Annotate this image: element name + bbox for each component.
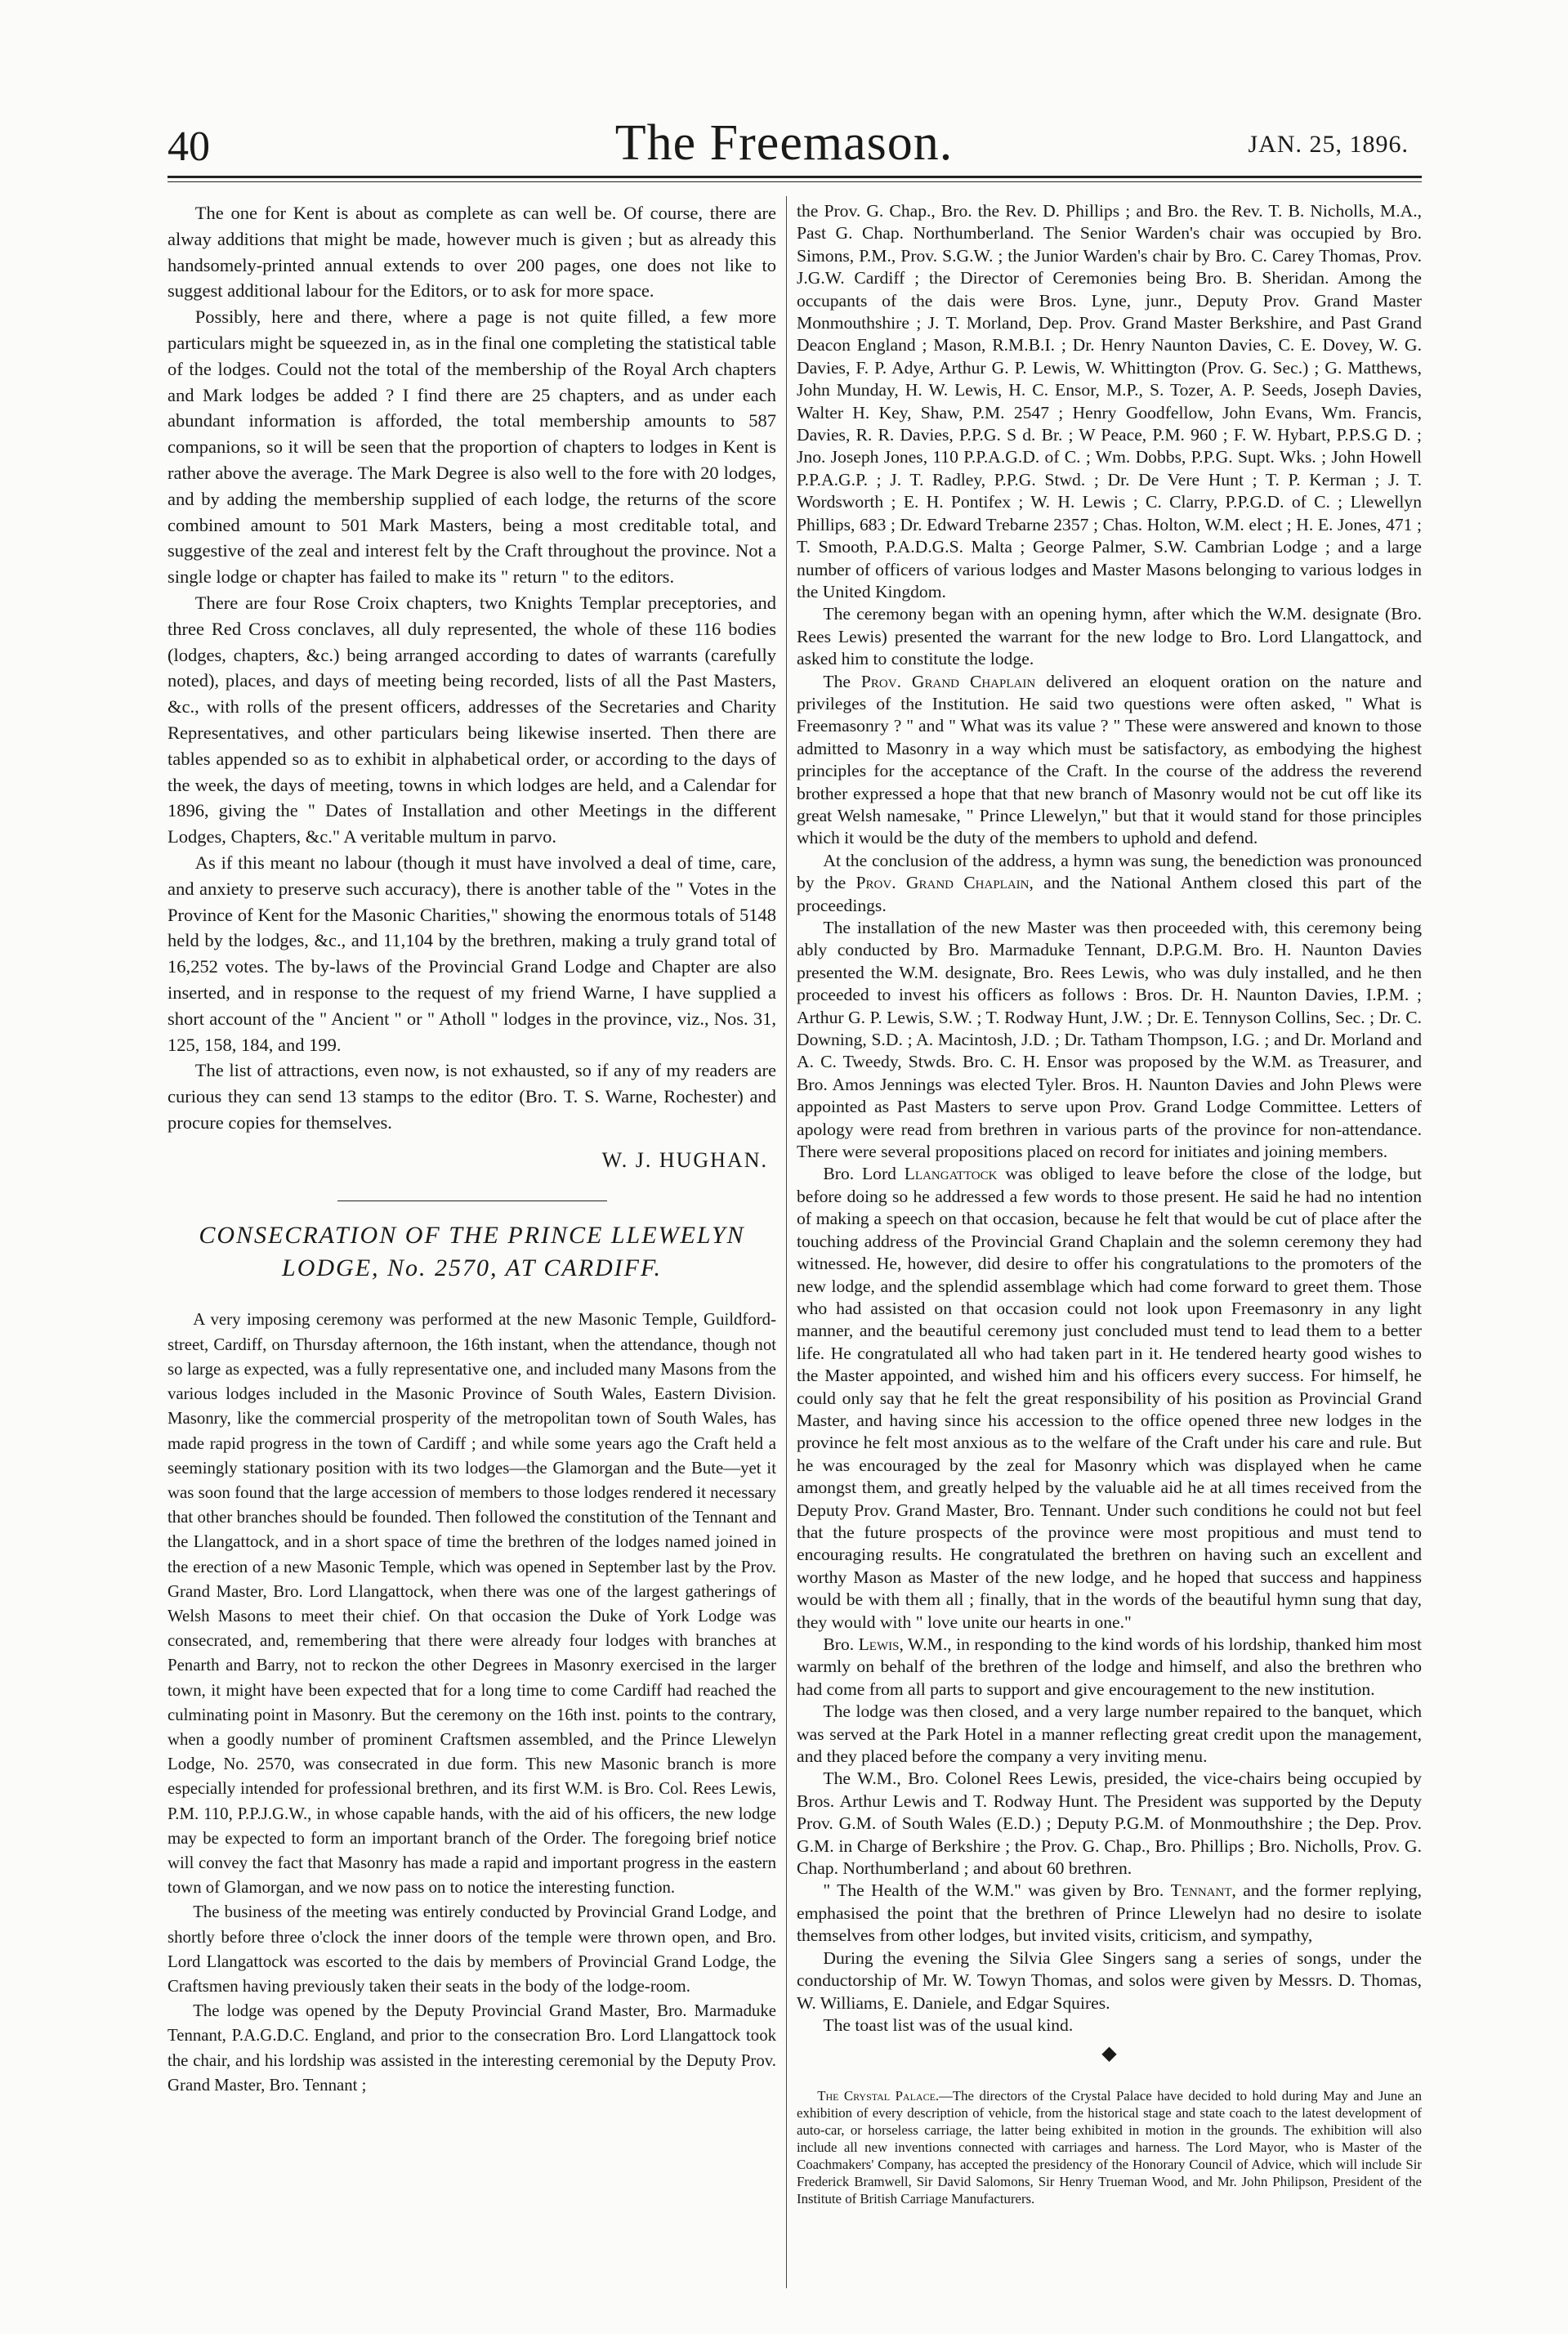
- notice-title: The Crystal Palace.: [817, 2087, 940, 2104]
- response-text: , W.M., in responding to the kind words of his lordship, thanked him most warmly on behalf of the brethren of the lodge and himself, and also the brethren who had come from all parts to support and give encouragement to the new institution.: [797, 1634, 1422, 1699]
- issue-date: JAN. 25, 1896.: [1248, 131, 1409, 158]
- llangattock-address-paragraph: [797, 1163, 1422, 1634]
- consecration-paragraph-2: The business of the meeting was entirely conducted by Provincial Grand Lodge, and shortly before three o'clock the inner doors of the temple were thrown open, and Bro. Lord Llangattock was escorted to the dais by members of Provincial Grand Lodge, the Craftsmen having previously taken their seats in the body of the lodge-room.: [168, 1903, 776, 1996]
- column-divider: [786, 196, 787, 2288]
- header-rule: [168, 176, 1422, 178]
- oration-text: delivered an eloquent oration on the nature and privileges of the Institution. He said two questions were often asked, " What is Freemasonry ? " and " What was its value ? " These were answered and known to those admitted to Masonry in a way which must be satisfactory, as embodying the highest principles for the acceptance of the Craft. In the course of the address the reverend brother expressed a hope that that new branch of Masonry would not be cut off like its great Welsh namesake, " Prince Llewelyn," but that it would stand for those principles which it would be the duty of the members to uphold and defend.: [797, 671, 1422, 848]
- author-signature: W. J. HUGHAN.: [601, 1147, 768, 1172]
- oration-chaplain: Prov. Grand Chaplain: [860, 671, 1036, 691]
- toast-list-paragraph: The toast list was of the usual kind.: [823, 2014, 1074, 2035]
- benediction-text: , and the National Anthem closed this part of the proceedings.: [797, 873, 1422, 915]
- toast-text: , and the former replying, emphasised the point that the brethren of Prince Llewelyn had no desire to isolate themselves from other lodges, but invited visits, criticism, and sympathy,: [797, 1880, 1422, 1946]
- benediction-lead: At the conclusion of the address, a hymn was sung, the benediction was pronounced by the: [797, 850, 1422, 893]
- notice-body: —The directors of the Crystal Palace have decided to hold during May and June an exhibition of every description of vehicle, from the historical stage and state coach to the latest development of auto-car, or horseless carriage, the latter being exhibited in motion in the grounds. The exhibition will also include all new inventions connected with carriages and harness. The Lord Mayor, who is Master of the Coachmakers' Company, has accepted the presidency of the Honorary Council of Advice, which will include Sir Frederick Bramwell, Sir David Salomons, Sir Henry Trueman Wood, and Mr. John Philipson, President of the Institute of British Carriage Manufacturers.: [797, 2087, 1422, 2207]
- kent-calendar-paragraph-5: The list of attractions, even now, is not exhausted, so if any of my readers are curious they can send 13 stamps to the editor (Bro. T. S. Warne, Rochester) and procure copies for themselves.: [168, 1060, 776, 1133]
- consecration-paragraph-3: The lodge was opened by the Deputy Provincial Grand Master, Bro. Marmaduke Tennant, P.A.G.D.C. England, and prior to the consecration Bro. Lord Llangattock took the chair, and his lordship was assisted in the interesting ceremonial by the Deputy Prov. Grand Master, Bro. Tennant ;: [168, 2001, 776, 2095]
- oration-paragraph: [797, 671, 1422, 850]
- installation-paragraph: The installation of the new Master was then proceeded with, this ceremony being ably conducted by Bro. Marmaduke Tennant, D.P.G.M. Bro. H. Naunton Davies presented the W.M. designate, Bro. Rees Lewis, who was duly installed, and he then proceeded to invest his officers as follows : Bros. Dr. H. Naunton Davies, I.P.M. ; Arthur G. P. Lewis, S.W. ; T. Rodway Hunt, J.W. ; Dr. E. Tennyson Collins, Sec. ; Dr. C. Downing, S.D. ; A. Macintosh, J.D. ; Dr. Tatham Thompson, I.G. ; and Dr. Morland and A. C. Tweedy, Stwds. Bro. C. H. Ensor was proposed by the W.M. as Treasurer, and Bro. Amos Jennings was elected Tyler. Bros. H. Naunton Davies and John Plews were appointed as Past Masters to serve upon Prov. Grand Lodge Committee. Letters of apology were read from brethren in various parts of the province for non-attendance. There were several propositions placed on record for initiates and joining members.: [797, 918, 1422, 1162]
- benediction-paragraph: [797, 850, 1422, 917]
- address-name: Llangattock: [904, 1164, 998, 1184]
- ceremony-paragraph: The ceremony began with an opening hymn, after which the W.M. designate (Bro. Rees Lewis) presented the warrant for the new lodge to Bro. Lord Llangattock, and asked him to constitute the lodge.: [797, 604, 1422, 669]
- health-toast-paragraph: [797, 1880, 1422, 1947]
- right-column: [797, 200, 1422, 2207]
- header-rule-thin: [168, 181, 1422, 182]
- page-header: [0, 0, 1568, 188]
- crystal-palace-notice: [797, 2087, 1422, 2207]
- consecration-body: [168, 1308, 776, 2098]
- left-column: [168, 200, 776, 2098]
- address-lead: Bro. Lord: [823, 1164, 905, 1184]
- kent-calendar-paragraph-2: Possibly, here and there, where a page is not quite filled, a few more particulars might be squeezed in, as in the final one completing the statistical table of the lodges. Could not the total of the membership of the Royal Arch chapters and Mark lodges be added ? I find there are 25 chapters, and as under each abundant information is afforded, the total membership amounts to 587 companions, so it will be seen that the proportion of chapters to lodges in Kent is rather above the average. The Mark Degree is also well to the fore with 20 lodges, and by adding the membership supplied of each lodge, the returns of the score combined amount to 501 Mark Masters, being a most creditable total, and suggestive of the zeal and interest felt by the Craft throughout the province. Not a single lodge or chapter has failed to make its " return " to the editors.: [168, 306, 776, 588]
- response-lead: Bro.: [823, 1634, 859, 1654]
- kent-calendar-paragraph-3: There are four Rose Croix chapters, two Knights Templar preceptories, and three Red Cross conclaves, all duly represented, the whole of these 116 bodies (lodges, chapters, &c.) being arranged according to dates of warrants (carefully noted), places, and days of meeting being recorded, lists of all the Past Masters, &c., with rolls of the present officers, addresses of the Secretaries and Charity Representatives, and other particulars being likewise inserted. Then there are tables appended so as to exhibit in alphabetical order, or according to the days of the week, the days of meeting, towns in which lodges are held, and a Calendar for 1896, giving the " Dates of Installation and other Meetings in the different Lodges, Chapters, &c." A veritable multum in parvo.: [168, 592, 776, 847]
- consecration-paragraph-1: A very imposing ceremony was performed at the new Masonic Temple, Guildford-street, Cardiff, on Thursday afternoon, the 16th instant, when the attendance, though not so large as expected, was a fully representative one, and included many Masons from the various lodges included in the Masonic Province of South Wales, Eastern Division. Masonry, like the commercial prosperity of the metropolitan town of South Wales, has made rapid progress in the town of Cardiff ; and while some years ago the Craft held a seemingly stationary position with its two lodges—the Glamorgan and the Bute—yet it was soon found that the large accession of members to those lodges rendered it necessary that other branches should be founded. Then followed the constitution of the Tennant and the Llangattock, and in a short space of time the brethren of the lodges named joined in the erection of a new Masonic Temple, which was opened in September last by the Prov. Grand Master, Bro. Lord Llangattock, when there was one of the largest gatherings of Welsh Masons to meet their chief. On that occasion the Duke of York Lodge was consecrated, and, remembering that there were already four lodges with branches at Penarth and Barry, not to reckon the other Degrees in Masonry exercised in the larger town, it might have been expected that for a long time to come Cardiff had reached the culminating point in Masonry. But the ceremony on the 16th inst. points to the contrary, when a goodly number of prominent Craftsmen assembled, and the Prince Llewelyn Lodge, No. 2570, was consecrated in due form. This new Masonic branch is more especially intended for professional brethren, and its first W.M. is Bro. Col. Rees Lewis, P.M. 110, P.P.J.G.W., in whose capable hands, with the aid of his officers, the new lodge may be expected to form an important branch of the Order. The foregoing brief notice will convey the fact that Masonry has made a rapid and important progress in the eastern town of Glamorgan, and we now pass on to notice the interesting function.: [168, 1310, 776, 1898]
- article-headline: [168, 1219, 776, 1285]
- headline-line-1: CONSECRATION OF THE PRINCE LLEWELYN: [199, 1222, 745, 1250]
- lewis-response-paragraph: [797, 1634, 1422, 1701]
- benediction-chaplain: Prov. Grand Chaplain: [855, 873, 1030, 893]
- address-text: was obliged to leave before the close of the lodge, but before doing so he addressed a few words to those present. He said he had no intention of making a speech on that occasion, because he felt that would be cut of place after the touching address of the Provincial Grand Chaplain and the solemn ceremony they had witnessed. He, however, did desire to offer his congratulations to the promoters of the new lodge, and the splendid assemblage which had come forward to greet them. Those who had assisted on that occasion could not look upon Freemasonry in any light manner, and the beautiful ceremony just concluded must tend to lead them to a better life. He congratulated all who had taken part in it. He tendered hearty good wishes to the Master appointed, and wished him and his officers every success. For himself, he could only say that he felt the great responsibility of his position as Provincial Grand Master, and having since his accession to the office opened three new lodges in the province he felt most anxious as to the welfare of the Craft under his care and rule. But he was encouraged by the zeal for Masonry which was displayed when he came amongst them, and greatly helped by the valuable aid he at all times received from the Deputy Prov. Grand Master, Bro. Tennant. Under such conditions he could not but feel that the future prospects of the province were most propitious and must tend to encouraging results. He congratulated the brethren on having such an excellent and worthy Mason as Master of the new lodge, and he hoped that success and happiness would be with them all ; finally, that in the words of the beautiful hymn sung that day, they would with " love unite our hearts in one.": [797, 1164, 1422, 1632]
- notice-paragraph: [797, 2087, 1422, 2207]
- diamond-ornament-icon: ◆: [1101, 2043, 1117, 2065]
- vice-chairs-paragraph: The W.M., Bro. Colonel Rees Lewis, presided, the vice-chairs being occupied by Bros. Arthur Lewis and T. Rodway Hunt. The President was supported by the Deputy Prov. G.M. of South Wales (E.D.) ; Deputy P.G.M. of Monmouthshire ; the Dep. Prov. G.M. in Charge of Berkshire ; the Prov. G. Chap., Bro. Phillips ; Bro. Nicholls, Prov. G. Chap. Northumberland ; and about 60 brethren.: [797, 1768, 1422, 1879]
- toast-name: Tennant: [1170, 1880, 1232, 1901]
- toast-lead: " The Health of the W.M." was given by Bro.: [823, 1880, 1171, 1901]
- dais-paragraph: the Prov. G. Chap., Bro. the Rev. D. Phillips ; and Bro. the Rev. T. B. Nicholls, M.A., Past G. Chap. Northumberland. The Senior Warden's chair was occupied by Bro. Simons, P.M., Prov. S.G.W. ; the Junior Warden's chair by Bro. C. Carey Thomas, Prov. J.G.W. Cardiff ; the Director of Ceremonies being Bro. B. Sheridan. Among the occupants of the dais were Bros. Lyne, junr., Deputy Prov. Grand Master Monmouthshire ; J. T. Morland, Dep. Prov. Grand Master Berkshire, and Past Grand Deacon England ; Mason, R.M.B.I. ; Dr. Henry Naunton Davies, C. E. Dovey, W. G. Davies, F. P. Adye, Arthur G. P. Lewis, W. Whittington (Prov. G. Sec.) ; G. Matthews, John Munday, H. W. Lewis, H. C. Ensor, M.P., S. Tozer, A. P. Seeds, Joseph Davies, Walter H. Key, Shaw, P.M. 2547 ; Henry Goodfellow, John Evans, Wm. Francis, Davies, R. R. Davies, P.P.G. S d. Br. ; W Peace, P.M. 960 ; F. W. Hybart, P.P.S.G D. ; Jno. Joseph Jones, 110 P.P.A.G.D. of C. ; Wm. Dobbs, P.P.G. Supt. Wks. ; John Howell P.P.A.G.P. ; J. T. Radley, P.P.G. Stwd. ; Dr. De Vere Hunt ; T. P. Kerman ; J. T. Wordsworth ; E. H. Pontifex ; W. H. Lewis ; C. Clarry, P.P.G.D. of C. ; Llewellyn Phillips, 683 ; Dr. Edward Trebarne 2357 ; Chas. Holton, W.M. elect ; H. E. Jones, 471 ; T. Smooth, P.A.D.G.S. Malta ; George Palmer, S.W. Cambrian Lodge ; and a large number of officers of various lodges and Master Masons belonging to various lodges in the United Kingdom.: [797, 201, 1422, 601]
- response-name: Lewis: [858, 1634, 900, 1654]
- oration-lead: The: [823, 671, 861, 691]
- kent-calendar-paragraph-1: The one for Kent is about as complete as can well be. Of course, there are alway additions that might be made, however much is given ; but as already this handsomely-printed annual extends to over 200 pages, one does not like to suggest additional labour for the Editors, or to ask for more space.: [168, 203, 776, 302]
- headline-line-2: LODGE, No. 2570, AT CARDIFF.: [282, 1254, 662, 1282]
- banquet-paragraph: The lodge was then closed, and a very large number repaired to the banquet, which was served at the Park Hotel in a manner reflecting great credit upon the management, and they placed before the company a very inviting menu.: [797, 1701, 1422, 1767]
- kent-calendar-paragraph-4: As if this meant no labour (though it must have involved a deal of time, care, and anxiety to preserve such accuracy), there is another table of the " Votes in the Province of Kent for the Masonic Charities," showing the enormous totals of 5148 held by the lodges, &c., and 11,104 by the brethren, making a truly grand total of 16,252 votes. The by-laws of the Provincial Grand Lodge and Chapter are also inserted, and in response to the request of my friend Warne, I have supplied a short account of the " Ancient " or " Atholl " lodges in the province, viz., Nos. 31, 125, 158, 184, and 199.: [168, 852, 776, 1055]
- glee-singers-paragraph: During the evening the Silvia Glee Singers sang a series of songs, under the conductorship of Mr. W. Towyn Thomas, and solos were given by Messrs. D. Thomas, W. Williams, E. Daniele, and Edgar Squires.: [797, 1947, 1422, 2013]
- masthead-title: The Freemason.: [614, 115, 954, 171]
- page-number: 40: [168, 123, 210, 170]
